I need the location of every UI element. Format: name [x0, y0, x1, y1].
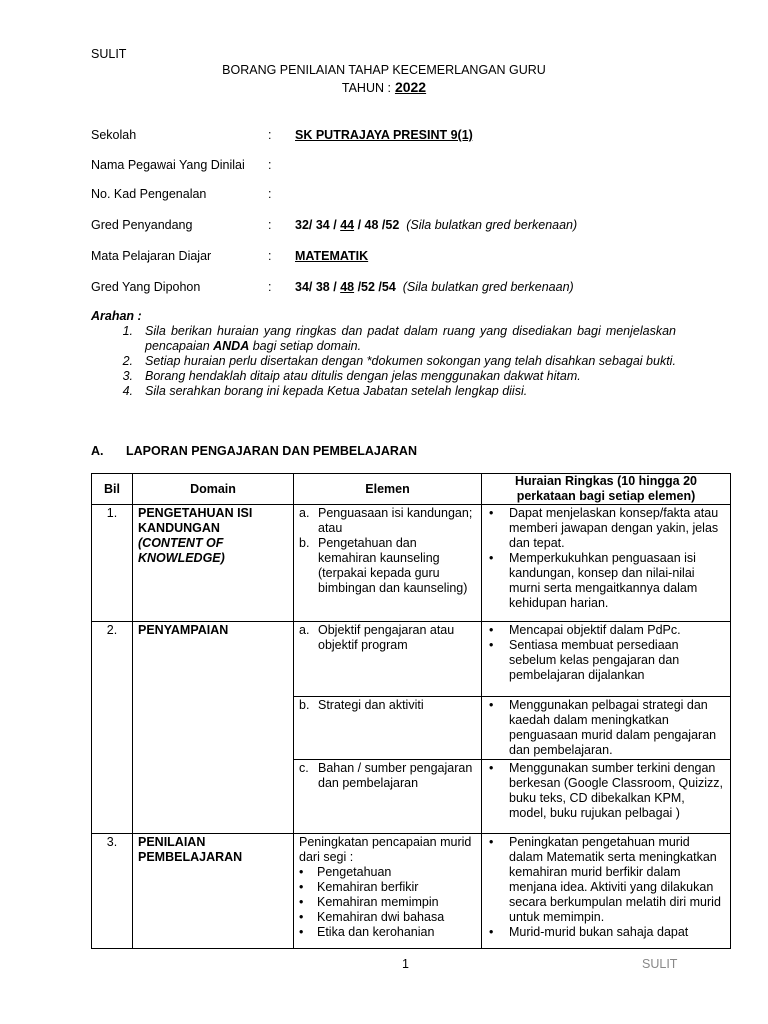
cell-huraian[interactable] [482, 622, 731, 697]
cell-bil: 2. [92, 622, 133, 834]
bullet-icon: • [299, 895, 304, 909]
section-letter: A. [91, 444, 104, 458]
list-marker: a. [299, 506, 310, 520]
list-item [487, 623, 725, 638]
grade-selected: 48 [340, 280, 355, 294]
arahan-text-part: Sila berikan huraian yang ringkas dan padat dalam ruang yang disediakan bagi menjelaskan pencapaian [145, 324, 676, 353]
year-value: 2022 [394, 79, 427, 95]
field-value-sekolah: SK PUTRAJAYA PRESINT 9(1) [295, 128, 473, 142]
list-text: Pengetahuan [317, 865, 392, 879]
grade-note: (Sila bulatkan gred berkenaan) [406, 218, 578, 232]
list-text: Kemahiran berfikir [317, 880, 419, 894]
cell-huraian[interactable] [482, 834, 731, 949]
grade-selected: 44 [340, 218, 355, 232]
arahan-number: 2. [122, 354, 133, 368]
grade-options: 34/ 38 / [295, 280, 341, 294]
classification-bottom: SULIT [642, 957, 678, 971]
bullet-icon: • [299, 880, 304, 894]
huraian-list [487, 698, 725, 758]
list-item [487, 551, 725, 611]
arahan-item [91, 354, 676, 369]
list-item [299, 761, 476, 791]
list-marker: c. [299, 761, 309, 775]
list-item [299, 910, 476, 925]
list-item [299, 865, 476, 880]
list-text: Dapat menjelaskan konsep/fakta atau memberi jawapan dengan yakin, jelas dan tepat. [509, 506, 719, 550]
huraian-list [487, 761, 725, 821]
list-item [487, 506, 725, 551]
list-item [487, 698, 725, 758]
field-colon: : [268, 158, 272, 172]
field-colon: : [268, 187, 272, 201]
grade-options: /52 /54 [354, 280, 396, 294]
list-item [487, 761, 725, 821]
field-value-gred-penyandang [295, 218, 577, 232]
header-elemen: Elemen [294, 474, 482, 505]
list-text: Etika dan kerohanian [317, 925, 435, 939]
field-value-gred-dipohon [295, 280, 574, 294]
section-title: LAPORAN PENGAJARAN DAN PEMBELAJARAN [126, 444, 417, 458]
domain-title: PENGETAHUAN ISI KANDUNGAN [138, 506, 253, 535]
bullet-icon: • [489, 623, 494, 637]
list-marker: b. [299, 536, 310, 550]
arahan-item [91, 384, 676, 399]
table-row [92, 834, 731, 949]
bullet-icon: • [489, 835, 494, 849]
arahan-text [145, 324, 676, 354]
arahan-number: 4. [122, 384, 133, 398]
list-item [487, 925, 725, 940]
list-text: Kemahiran memimpin [317, 895, 439, 909]
year-label: TAHUN : [341, 81, 391, 95]
page-number: 1 [402, 957, 409, 971]
list-text: Sentiasa membuat persediaan sebelum kelas pengajaran dan pembelajaran dijalankan [509, 638, 680, 682]
arahan-text-part: bagi setiap domain. [249, 339, 362, 353]
list-marker: b. [299, 698, 310, 712]
grade-note: (Sila bulatkan gred berkenaan) [402, 280, 574, 294]
elemen-list [299, 506, 476, 596]
table-header-row [92, 474, 731, 505]
arahan-number: 3. [122, 369, 133, 383]
form-title: BORANG PENILAIAN TAHAP KECEMERLANGAN GURU [222, 63, 546, 77]
cell-elemen [294, 834, 482, 949]
evaluation-table [91, 473, 731, 949]
arahan-list [91, 324, 676, 399]
table-row [92, 622, 731, 697]
cell-domain: PENILAIAN PEMBELAJARAN [133, 834, 294, 949]
header-domain: Domain [133, 474, 294, 505]
huraian-list [487, 506, 725, 611]
huraian-list [487, 623, 725, 683]
list-text: Memperkukuhkan penguasaan isi kandungan, konsep dan nilai-nilai murni serta mengaitkannya dalam kehidupan harian. [509, 551, 698, 610]
list-text: Strategi dan aktiviti [318, 698, 424, 712]
year-line [0, 79, 768, 95]
elemen-list [299, 623, 476, 653]
arahan-text: Borang hendaklah ditaip atau ditulis dengan jelas menggunakan dakwat hitam. [145, 369, 581, 383]
list-item [299, 698, 476, 713]
cell-huraian[interactable] [482, 697, 731, 760]
elemen-list [299, 865, 476, 940]
header-huraian: Huraian Ringkas (10 hingga 20 perkataan bagi setiap elemen) [482, 474, 731, 505]
field-label-gred-dipohon: Gred Yang Dipohon [91, 280, 201, 294]
cell-bil: 1. [92, 505, 133, 622]
cell-elemen [294, 760, 482, 834]
list-item [487, 835, 725, 925]
cell-huraian[interactable] [482, 505, 731, 622]
bullet-icon: • [489, 761, 494, 775]
cell-bil: 3. [92, 834, 133, 949]
arahan-title: Arahan : [91, 309, 142, 323]
list-item [299, 925, 476, 940]
list-item [299, 895, 476, 910]
list-text: Mencapai objektif dalam PdPc. [509, 623, 681, 637]
bullet-icon: • [299, 865, 304, 879]
bullet-icon: • [489, 925, 494, 939]
list-text: Penguasaan isi kandungan; atau [318, 506, 473, 535]
bullet-icon: • [299, 910, 304, 924]
list-item [299, 506, 476, 536]
list-text: Menggunakan pelbagai strategi dan kaedah dalam meningkatkan penguasaan murid dalam pengajaran dan pembelajaran. [509, 698, 717, 757]
cell-huraian[interactable] [482, 760, 731, 834]
classification-top: SULIT [91, 47, 127, 61]
list-item [299, 880, 476, 895]
grade-options: 32/ 34 / [295, 218, 341, 232]
field-label-kad: No. Kad Pengenalan [91, 187, 207, 201]
arahan-text: Sila serahkan borang ini kepada Ketua Jabatan setelah lengkap diisi. [145, 384, 528, 398]
cell-elemen [294, 622, 482, 697]
field-colon: : [268, 218, 272, 232]
list-marker: a. [299, 623, 310, 637]
field-label-gred-penyandang: Gred Penyandang [91, 218, 193, 232]
list-text: Kemahiran dwi bahasa [317, 910, 445, 924]
arahan-item [91, 369, 676, 384]
cell-domain: PENYAMPAIAN [133, 622, 294, 834]
section-heading [91, 444, 417, 458]
header-bil: Bil [92, 474, 133, 505]
list-item [299, 623, 476, 653]
list-text: Pengetahuan dan kemahiran kaunseling (terpakai kepada guru bimbingan dan kaunseling) [318, 536, 468, 595]
domain-subtitle: (CONTENT OF KNOWLEDGE) [138, 536, 225, 565]
elemen-list [299, 698, 476, 713]
list-text: Bahan / sumber pengajaran dan pembelajaran [318, 761, 473, 790]
field-colon: : [268, 128, 272, 142]
field-value-mata-pelajaran: MATEMATIK [295, 249, 369, 263]
bullet-icon: • [489, 506, 494, 520]
bullet-icon: • [299, 925, 304, 939]
elemen-list [299, 761, 476, 791]
list-text: Murid-murid bukan sahaja dapat [509, 925, 689, 939]
arahan-item [91, 324, 676, 354]
table-row [92, 505, 731, 622]
field-colon: : [268, 280, 272, 294]
list-item [299, 536, 476, 596]
list-text: Menggunakan sumber terkini dengan berkesan (Google Classroom, Quizizz, buku teks, CD dibekalkan KPM, model, buku rujukan pelbagai ) [509, 761, 723, 820]
field-label-nama: Nama Pegawai Yang Dinilai [91, 158, 245, 172]
list-text: Objektif pengajaran atau objektif program [318, 623, 455, 652]
list-item [487, 638, 725, 683]
arahan-text: Setiap huraian perlu disertakan dengan *dokumen sokongan yang telah disahkan sebagai bukti. [145, 354, 676, 368]
arahan-emphasis: ANDA [213, 339, 250, 353]
bullet-icon: • [489, 698, 494, 712]
grade-options: / 48 /52 [354, 218, 400, 232]
field-label-sekolah: Sekolah [91, 128, 137, 142]
list-text: Peningkatan pengetahuan murid dalam Matematik serta meningkatkan kemahiran murid berfikir dalam menjana idea. Aktiviti yang dilakukan secara berkumpulan melatih diri murid untuk memimpin. [509, 835, 721, 924]
huraian-list [487, 835, 725, 940]
field-label-mata-pelajaran: Mata Pelajaran Diajar [91, 249, 212, 263]
cell-elemen [294, 505, 482, 622]
arahan-number: 1. [122, 324, 133, 338]
elemen-intro: Peningkatan pencapaian murid dari segi : [299, 835, 472, 864]
cell-domain [133, 505, 294, 622]
cell-elemen [294, 697, 482, 760]
field-colon: : [268, 249, 272, 263]
bullet-icon: • [489, 551, 494, 565]
bullet-icon: • [489, 638, 494, 652]
